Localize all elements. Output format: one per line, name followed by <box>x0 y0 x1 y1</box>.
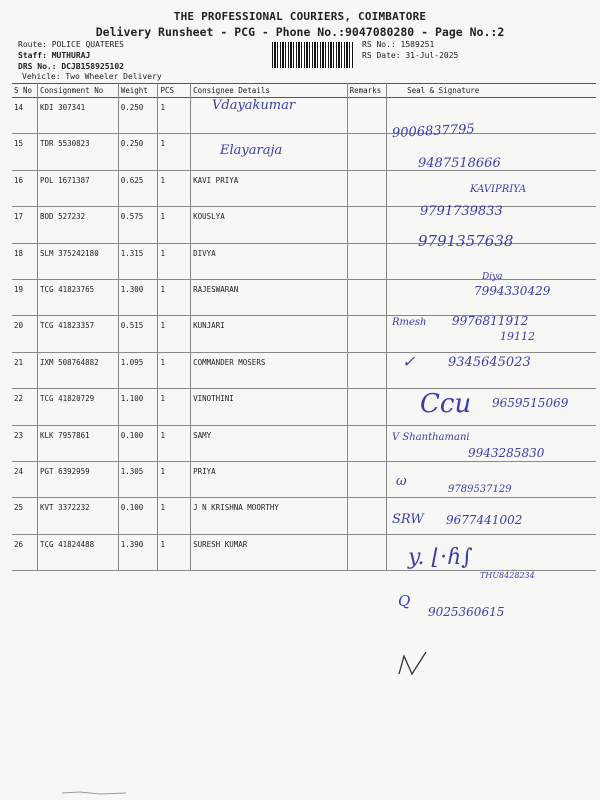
cell-pcs: 1 <box>158 425 191 461</box>
cell-remarks <box>347 207 387 243</box>
cell-remarks <box>347 279 387 315</box>
cell-consignee: KOUSLYA <box>191 207 347 243</box>
route-label: Route: <box>18 40 47 49</box>
vehicle-value: Two Wheeler Delivery <box>65 72 162 81</box>
col-seal-header: Seal & Signature <box>387 84 596 98</box>
cell-remarks <box>347 534 387 570</box>
cell-remarks <box>347 498 387 534</box>
handwritten-signature-row26: Q <box>398 592 411 610</box>
handwritten-phone-row24: 9677441002 <box>446 513 523 527</box>
cell-consignment-no: PGT 6392959 <box>38 461 119 497</box>
cell-pcs: 1 <box>158 207 191 243</box>
handwritten-check-mark <box>396 648 436 678</box>
cell-weight: 1.100 <box>118 389 158 425</box>
cell-sno: 21 <box>14 357 24 367</box>
handwritten-name-row15: Elayaraja <box>220 143 283 158</box>
cell-sno: 16 <box>14 175 24 185</box>
cell-consignee: SURESH KUMAR <box>191 534 347 570</box>
cell-pcs: 1 <box>158 534 191 570</box>
cell-remarks <box>347 425 387 461</box>
handwritten-name-row16: KAVIPRIYA <box>470 184 527 195</box>
table-row <box>12 534 596 570</box>
cell-sno: 25 <box>14 503 24 513</box>
rs-no-value: 1589251 <box>400 40 435 49</box>
cell-weight: 0.515 <box>118 316 158 352</box>
col-remarks-header: Remarks <box>347 84 387 98</box>
staff-value: MUTHURAJ <box>51 51 91 60</box>
handwritten-name-row19: Rmesh <box>392 317 427 328</box>
cell-consignment-no: TCG 41823357 <box>38 316 119 352</box>
cell-sno: 14 <box>14 103 24 112</box>
staff-line <box>18 50 90 61</box>
cell-remarks <box>347 170 387 206</box>
cell-consignee: COMMANDER MOSERS <box>191 352 347 388</box>
cell-weight: 1.390 <box>118 534 158 570</box>
drs-value: DCJB158925102 <box>61 62 124 71</box>
cell-pcs: 1 <box>158 243 191 279</box>
handwritten-scribble-row23: ω <box>396 474 407 489</box>
cell-weight: 1.315 <box>118 243 158 279</box>
cell-sno: 20 <box>14 321 24 331</box>
cell-remarks <box>347 134 387 170</box>
handwritten-phone-row26: 9025360615 <box>428 605 505 619</box>
cell-sno: 22 <box>14 394 24 404</box>
cell-pcs: 1 <box>158 352 191 388</box>
cell-pcs: 1 <box>158 389 191 425</box>
rs-no-label: RS No.: <box>362 40 396 49</box>
cell-remarks <box>347 243 387 279</box>
cell-weight: 0.100 <box>118 425 158 461</box>
cell-consignee: VINOTHINI <box>191 389 347 425</box>
col-consignee-header: Consignee Details <box>191 84 347 98</box>
cell-sno: 15 <box>14 139 24 149</box>
cell-weight: 0.250 <box>118 134 158 170</box>
handwritten-scribble-row20: ✓ <box>402 352 416 371</box>
cell-pcs: 1 <box>158 279 191 315</box>
cell-consignee: RAJESWARAN <box>191 279 347 315</box>
rs-no-line <box>362 39 434 50</box>
cell-consignee: J N KRISHNA MOORTHY <box>191 498 347 534</box>
staff-label: Staff: <box>18 51 47 60</box>
cell-pcs: 1 <box>158 316 191 352</box>
cell-consignment-no: TCG 41824488 <box>38 534 119 570</box>
cell-sno: 19 <box>14 284 24 294</box>
cell-weight: 1.305 <box>118 461 158 497</box>
cell-consignee: KUNJARI <box>191 316 347 352</box>
table-row <box>12 98 596 134</box>
handwritten-name-row14: Vdayakumar <box>212 98 296 113</box>
handwritten-signature-row21: Ccu <box>420 389 472 419</box>
cell-consignment-no: BOD 527232 <box>38 207 119 243</box>
cell-sno: 24 <box>14 466 24 476</box>
handwritten-phone-row21: 9659515069 <box>492 396 569 410</box>
handwritten-phone-row15: 9487518666 <box>418 156 501 171</box>
handwritten-phone-row23: 9789537129 <box>448 484 512 495</box>
cell-consignee: PRIYA <box>191 461 347 497</box>
cell-pcs: 1 <box>158 170 191 206</box>
cell-consignment-no: SLM 375242180 <box>38 243 119 279</box>
handwritten-name-row18: Diya <box>482 272 503 282</box>
rs-date-label: RS Date: <box>362 51 401 60</box>
drs-label: DRS No.: <box>18 62 57 71</box>
cell-pcs: 1 <box>158 98 191 134</box>
cell-consignment-no: POL 1671387 <box>38 170 119 206</box>
col-consignment-header: Consignment No <box>38 84 119 98</box>
cell-weight: 1.095 <box>118 352 158 388</box>
handwritten-signature-row24: SRW <box>392 512 424 527</box>
barcode-image <box>272 42 354 68</box>
cell-pcs: 1 <box>158 498 191 534</box>
cell-weight: 0.100 <box>118 498 158 534</box>
cell-sno: 17 <box>14 212 24 222</box>
table-header-row <box>12 84 596 98</box>
cell-weight: 1.300 <box>118 279 158 315</box>
cell-sno: 18 <box>14 248 24 258</box>
cell-remarks <box>347 389 387 425</box>
runsheet-subtitle: Delivery Runsheet - PCG - Phone No.:9047080280 - Page No.:2 <box>95 25 505 39</box>
cell-remarks <box>347 352 387 388</box>
cell-consignee: SAMY <box>191 425 347 461</box>
vehicle-line <box>22 71 162 82</box>
handwritten-phone-row14: 9006837795 <box>391 121 476 142</box>
cell-consignment-no: TDR 5530823 <box>38 134 119 170</box>
route-line <box>18 39 124 50</box>
handwritten-phone-row16: 9791739833 <box>420 204 503 219</box>
cell-consignment-no: TCG 41823765 <box>38 279 119 315</box>
cell-consignment-no: KDI 307341 <box>38 98 119 134</box>
cell-pcs: 1 <box>158 134 191 170</box>
col-weight-header: Weight <box>118 84 158 98</box>
cell-consignment-no: TCG 41820729 <box>38 389 119 425</box>
handwritten-signature-row25: y. ⌊·ɦ∫ <box>408 545 473 570</box>
handwritten-phone-row20: 9345645023 <box>448 355 531 370</box>
footer-stamp-mark <box>60 790 130 796</box>
col-pcs-header: PCS <box>158 84 191 98</box>
table-row <box>12 134 596 170</box>
cell-consignment-no: KLK 7957861 <box>38 425 119 461</box>
company-title: THE PROFESSIONAL COURIERS, COIMBATORE <box>173 10 427 23</box>
col-sno-header: S No <box>14 86 33 95</box>
handwritten-phone-row17: 9791357638 <box>418 232 514 250</box>
handwritten-phone-row22: 9943285830 <box>468 446 545 460</box>
rs-date-line <box>362 50 458 61</box>
rs-date-value: 31-Jul-2025 <box>405 51 459 60</box>
cell-consignment-no: KVT 3372232 <box>38 498 119 534</box>
cell-consignment-no: IXM 508764882 <box>38 352 119 388</box>
cell-sno: 26 <box>14 539 24 549</box>
cell-consignee: KAVI PRIYA <box>191 170 347 206</box>
cell-remarks <box>347 316 387 352</box>
handwritten-phone-row19-extra: 19112 <box>500 330 535 343</box>
cell-consignee: DIVYA <box>191 243 347 279</box>
route-value: POLICE QUATERES <box>51 40 124 49</box>
vehicle-label: Vehicle: <box>22 72 61 81</box>
handwritten-phone-row19: 9976811912 <box>452 314 529 328</box>
cell-sno: 23 <box>14 430 24 440</box>
cell-weight: 0.250 <box>118 98 158 134</box>
handwritten-name-row22: V Shanthamani <box>392 432 470 443</box>
cell-weight: 0.625 <box>118 170 158 206</box>
cell-weight: 0.575 <box>118 207 158 243</box>
handwritten-phone-row25: THU8428234 <box>480 571 535 580</box>
cell-remarks <box>347 98 387 134</box>
cell-remarks <box>347 461 387 497</box>
handwritten-phone-row18: 7994330429 <box>474 284 551 298</box>
cell-pcs: 1 <box>158 461 191 497</box>
